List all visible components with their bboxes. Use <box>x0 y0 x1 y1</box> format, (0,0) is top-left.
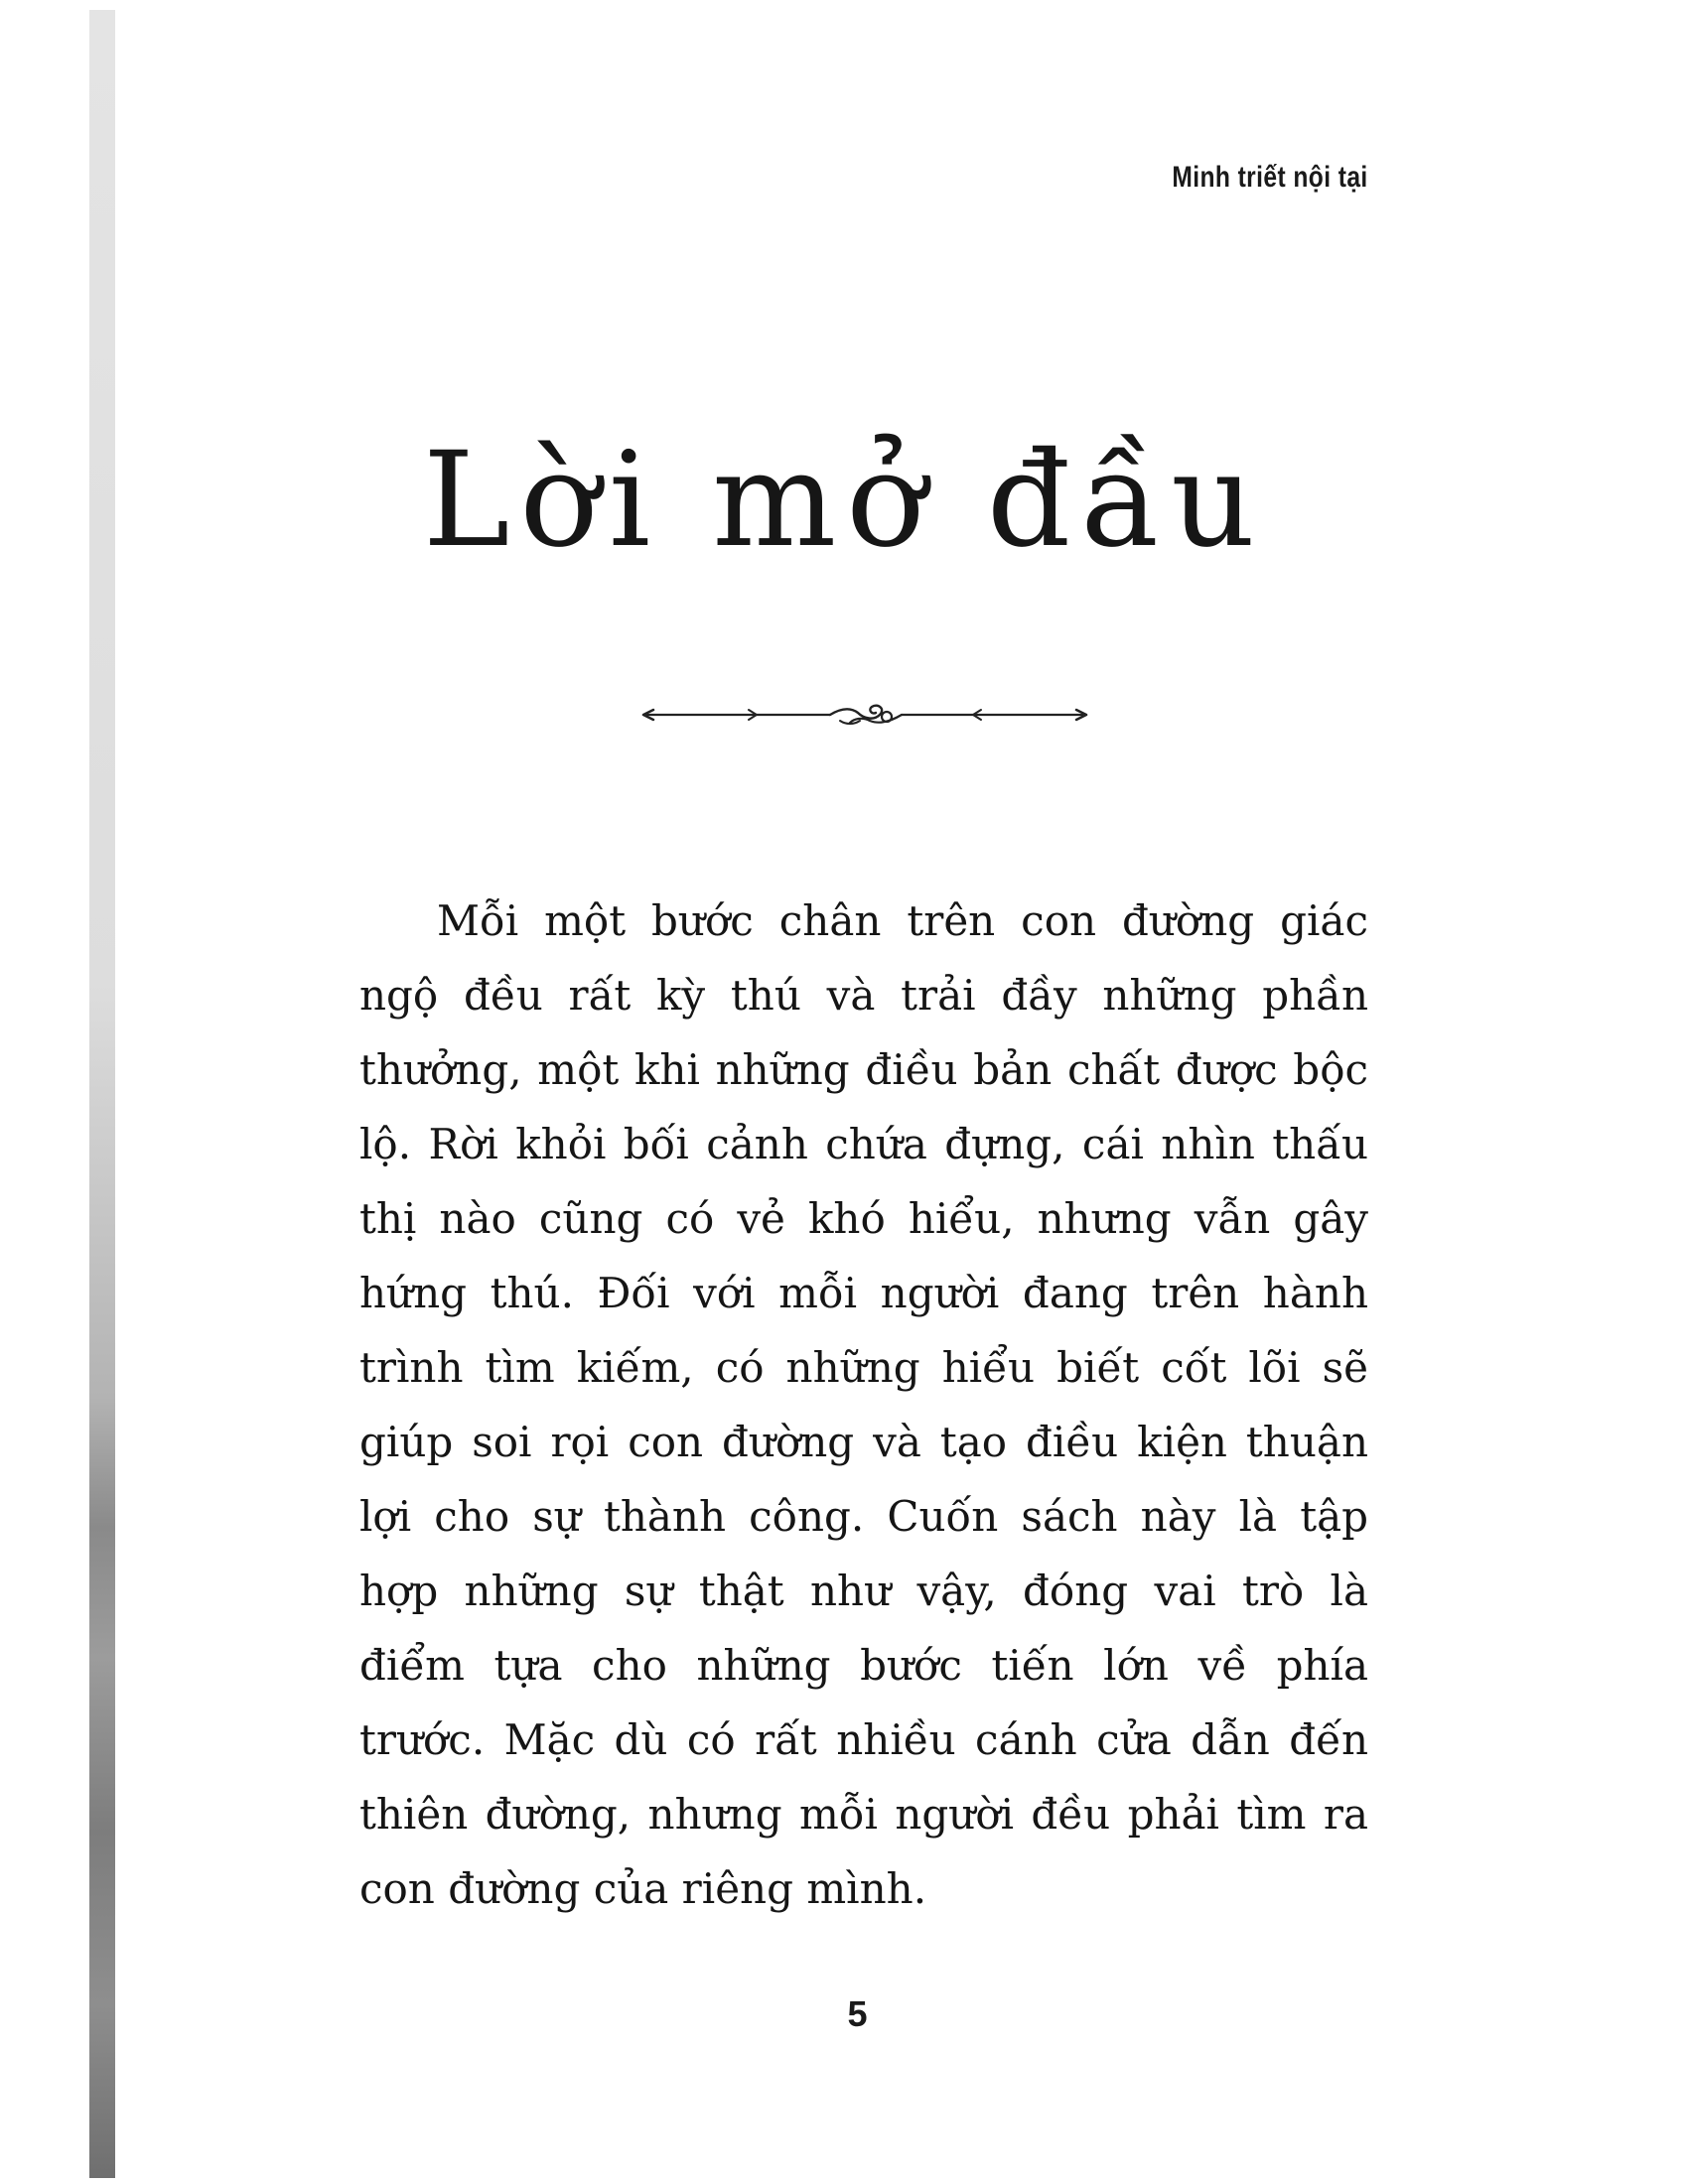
chapter-title: Lời mở đầu <box>422 424 1266 577</box>
running-header-title: Minh triết nội tại <box>1172 161 1368 194</box>
ornament-divider-icon <box>641 695 1088 735</box>
body-paragraph: Mỗi một bước chân trên con đường giác ngộ đều rất kỳ thú và trải đầy những phần thưởng, một khi những điều bản chất được bộc lộ. Rời khỏi bối cảnh chứa đựng, cái nhìn thấu thị nào cũng có vẻ khó hiểu, nhưng vẫn gây hứng thú. Đối với mỗi người đang trên hành trình tìm kiếm, có những hiểu biết cốt lõi sẽ giúp soi rọi con đường và tạo điều kiện thuận lợi cho sự thành công. Cuốn sách này là tập hợp những sự thật như vậy, đóng vai trò là điểm tựa cho những bước tiến lớn về phía trước. Mặc dù có rất nhiều cánh cửa dẫn đến thiên đường, nhưng mỗi người đều phải tìm ra con đường của riêng mình. <box>359 896 1368 1913</box>
page-number: 5 <box>847 1993 868 2034</box>
page-binding-edge <box>89 10 115 2178</box>
